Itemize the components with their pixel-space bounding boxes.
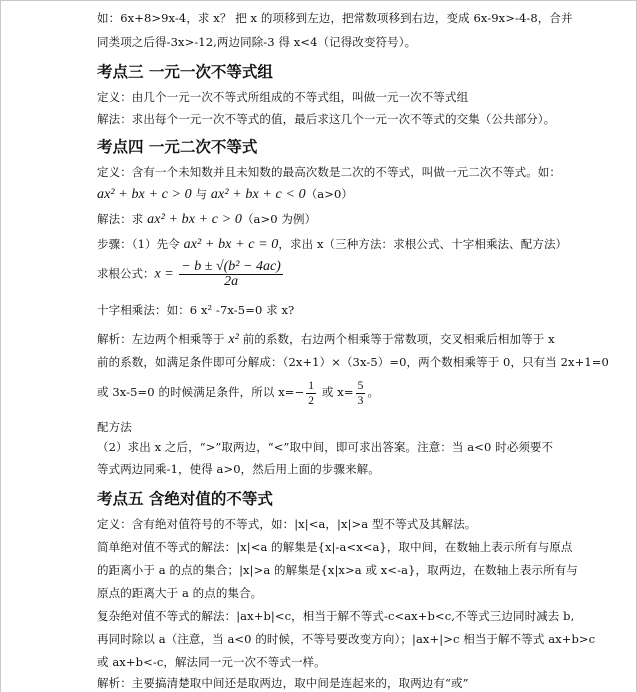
text-span: 或 x= bbox=[318, 385, 354, 399]
connector-text: 与 bbox=[191, 187, 211, 201]
fraction bbox=[306, 379, 316, 408]
text-line: 定义：由几个一元一次不等式所组成的不等式组，叫做一元一次不等式组 bbox=[97, 90, 469, 104]
formula-line bbox=[97, 377, 567, 408]
fraction-denominator: 3 bbox=[357, 394, 364, 407]
text-span: 。 bbox=[367, 385, 380, 399]
condition-text: （a>0 为例） bbox=[241, 212, 317, 226]
text-line: 解法：求出每个一元一次不等式的值，最后求这几个一元一次不等式的交集（公共部分）。 bbox=[97, 112, 556, 126]
text-span: 解析：左边两个相乘等于 bbox=[97, 332, 229, 346]
text-line: 等式两边同乘-1，使得 a>0，然后用上面的步骤来解。 bbox=[97, 462, 380, 476]
label-text: 解法：求 bbox=[97, 212, 148, 226]
text-line: 复杂绝对值不等式的解法：|ax+b|<c，相当于解不等式-c<ax+b<c,不等式三边同时减去 b, bbox=[97, 609, 575, 623]
fraction-denominator: 2a bbox=[224, 274, 239, 289]
text-line: 配方法 bbox=[97, 420, 132, 434]
math-term: x² bbox=[228, 332, 239, 347]
text-line: 原点的距离大于 a 的点的集合。 bbox=[97, 586, 263, 600]
formula-line bbox=[97, 186, 567, 203]
text-line: （2）求出 x 之后，“>”取两边，“<”取中间，即可求出答案。注意：当 a<0 时必须要不 bbox=[97, 440, 554, 454]
section-heading-3: 考点三 一元一次不等式组 bbox=[97, 63, 273, 81]
page-left-border bbox=[0, 0, 1, 692]
text-span: 前的系数，右边两个相乘等于常数项，交叉相乘后相加等于 x bbox=[238, 332, 555, 346]
text-line: 同类项之后得-3x>-12,两边同除-3 得 x<4（记得改变符号）。 bbox=[97, 35, 417, 49]
fraction-numerator: 5 bbox=[357, 379, 364, 392]
section-heading-4: 考点四 一元二次不等式 bbox=[97, 138, 258, 156]
inequality-expression: ax² + bx + c < 0 bbox=[210, 187, 306, 202]
page-top-border bbox=[0, 0, 637, 1]
equation-expression: ax² + bx + c = 0 bbox=[183, 237, 279, 252]
text-line: 或 ax+b<-c，解法同一元一次不等式一样。 bbox=[97, 655, 326, 669]
condition-text: （a>0） bbox=[305, 187, 353, 201]
inequality-expression: ax² + bx + c > 0 bbox=[147, 212, 242, 227]
text-line: 定义：含有一个未知数并且未知数的最高次数是二次的不等式，叫做一元二次不等式。如： bbox=[97, 165, 561, 179]
fraction-numerator: 1 bbox=[308, 379, 315, 392]
text-line: 前的系数，如满足条件即可分解成：（2x+1）×（3x-5）=0，两个数相乘等于 0，只有当 2x+1=0 bbox=[97, 355, 609, 369]
text-span: 或 3x-5=0 的时候满足条件，所以 x=− bbox=[97, 385, 305, 399]
text-line: 十字相乘法：如：6 x² -7x-5=0 求 x? bbox=[97, 303, 295, 317]
label-text: 步骤：（1）先令 bbox=[97, 237, 184, 251]
fraction-numerator: − b ± √(b² − 4ac) bbox=[181, 259, 281, 274]
fraction-denominator: 2 bbox=[308, 394, 315, 407]
formula-line bbox=[97, 331, 567, 348]
text-line: 简单绝对值不等式的解法：|x|<a 的解集是{x|-a<x<a}，取中间，在数轴上表示所有与原点 bbox=[97, 540, 573, 554]
formula-line bbox=[97, 211, 567, 228]
text-line: 定义：含有绝对值符号的不等式，如：|x|<a，|x|>a 型不等式及其解法。 bbox=[97, 517, 477, 531]
formula-variable: x = bbox=[154, 266, 174, 282]
description-text: ，求出 x（三种方法：求根公式、十字相乘法、配方法） bbox=[278, 237, 568, 251]
label-text: 求根公式： bbox=[97, 266, 155, 281]
text-line: 的距离小于 a 的点的集合；|x|>a 的解集是{x|x>a 或 x<-a}，取两边，在数轴上表示所有与 bbox=[97, 563, 578, 577]
inequality-expression: ax² + bx + c > 0 bbox=[97, 187, 192, 202]
section-heading-5: 考点五 含绝对值的不等式 bbox=[97, 490, 273, 508]
text-line: 如：6x+8>9x-4，求 x？ 把 x 的项移到左边，把常数项移到右边，变成 6x-9x>-4-8，合并 bbox=[97, 11, 573, 25]
formula-fraction bbox=[179, 260, 283, 289]
text-line: 解析：主要搞清楚取中间还是取两边，取中间是连起来的，取两边有“或” bbox=[97, 676, 469, 690]
text-line: 再同时除以 a（注意，当 a<0 的时候，不等号要改变方向）；|ax+|>c 相当于解不等式 ax+b>c bbox=[97, 632, 596, 646]
quadratic-formula bbox=[97, 260, 285, 289]
formula-line bbox=[97, 236, 567, 253]
fraction bbox=[356, 379, 366, 408]
